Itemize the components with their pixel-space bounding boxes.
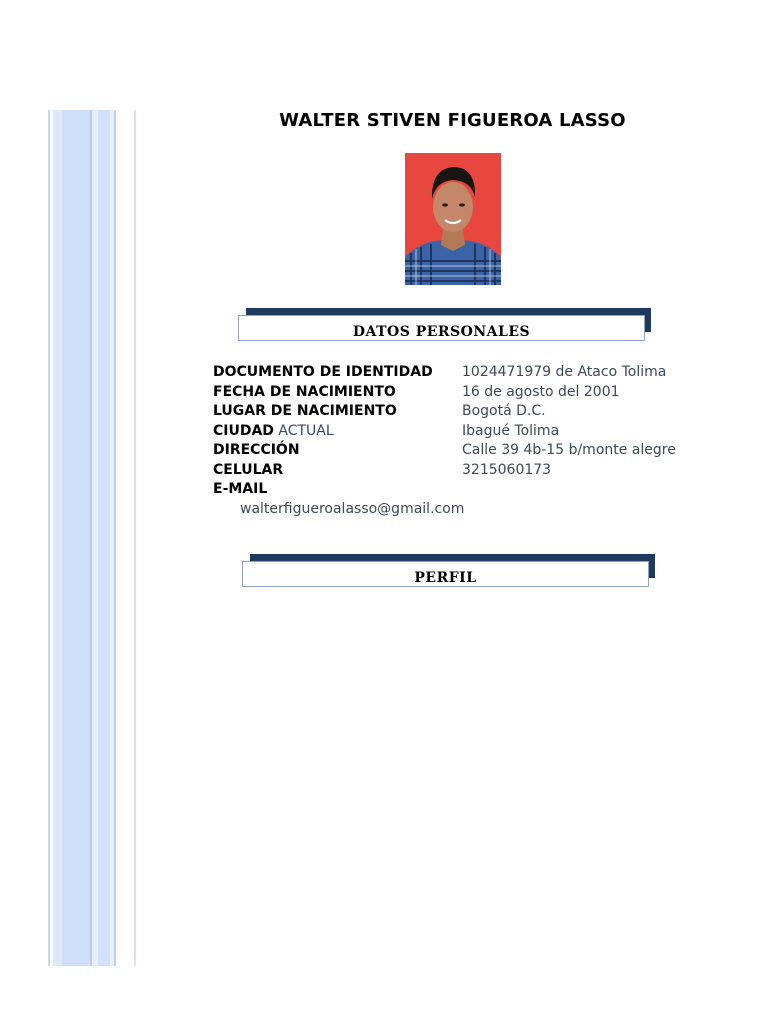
person-name: WALTER STIVEN FIGUEROA LASSO [279, 110, 626, 131]
field-label-birth-place: LUGAR DE NACIMIENTO [213, 403, 397, 419]
section-title-personal-data: DATOS PERSONALES [352, 324, 531, 340]
field-label-current-city: CIUDAD ACTUAL [213, 423, 334, 439]
section-header-box [242, 561, 649, 587]
field-value-document: 1024471979 de Ataco Tolima [462, 364, 667, 380]
section-header-box [238, 315, 645, 341]
section-title-profile: PERFIL [414, 570, 477, 586]
decorative-stripe [98, 110, 110, 966]
field-value-birth-place: Bogotá D.C. [462, 403, 546, 419]
field-value-email: walterfigueroalasso@gmail.com [240, 501, 465, 517]
decorative-stripe [114, 110, 116, 966]
field-value-birth-date: 16 de agosto del 2001 [462, 384, 620, 400]
decorative-stripe [53, 110, 62, 966]
field-label-email: E-MAIL [213, 481, 268, 497]
field-value-address: Calle 39 4b-15 b/monte alegre [462, 442, 676, 458]
field-label-document: DOCUMENTO DE IDENTIDAD [213, 364, 433, 380]
profile-photo [405, 153, 501, 285]
field-label-phone: CELULAR [213, 462, 284, 478]
field-value-phone: 3215060173 [462, 462, 552, 478]
decorative-stripe [48, 110, 50, 966]
decorative-stripe [62, 110, 90, 966]
field-value-current-city: Ibagué Tolima [462, 423, 560, 439]
portrait-image [405, 153, 501, 285]
field-label-birth-date: FECHA DE NACIMIENTO [213, 384, 396, 400]
field-label-address: DIRECCIÓN [213, 442, 300, 458]
decorative-stripe [134, 110, 136, 966]
